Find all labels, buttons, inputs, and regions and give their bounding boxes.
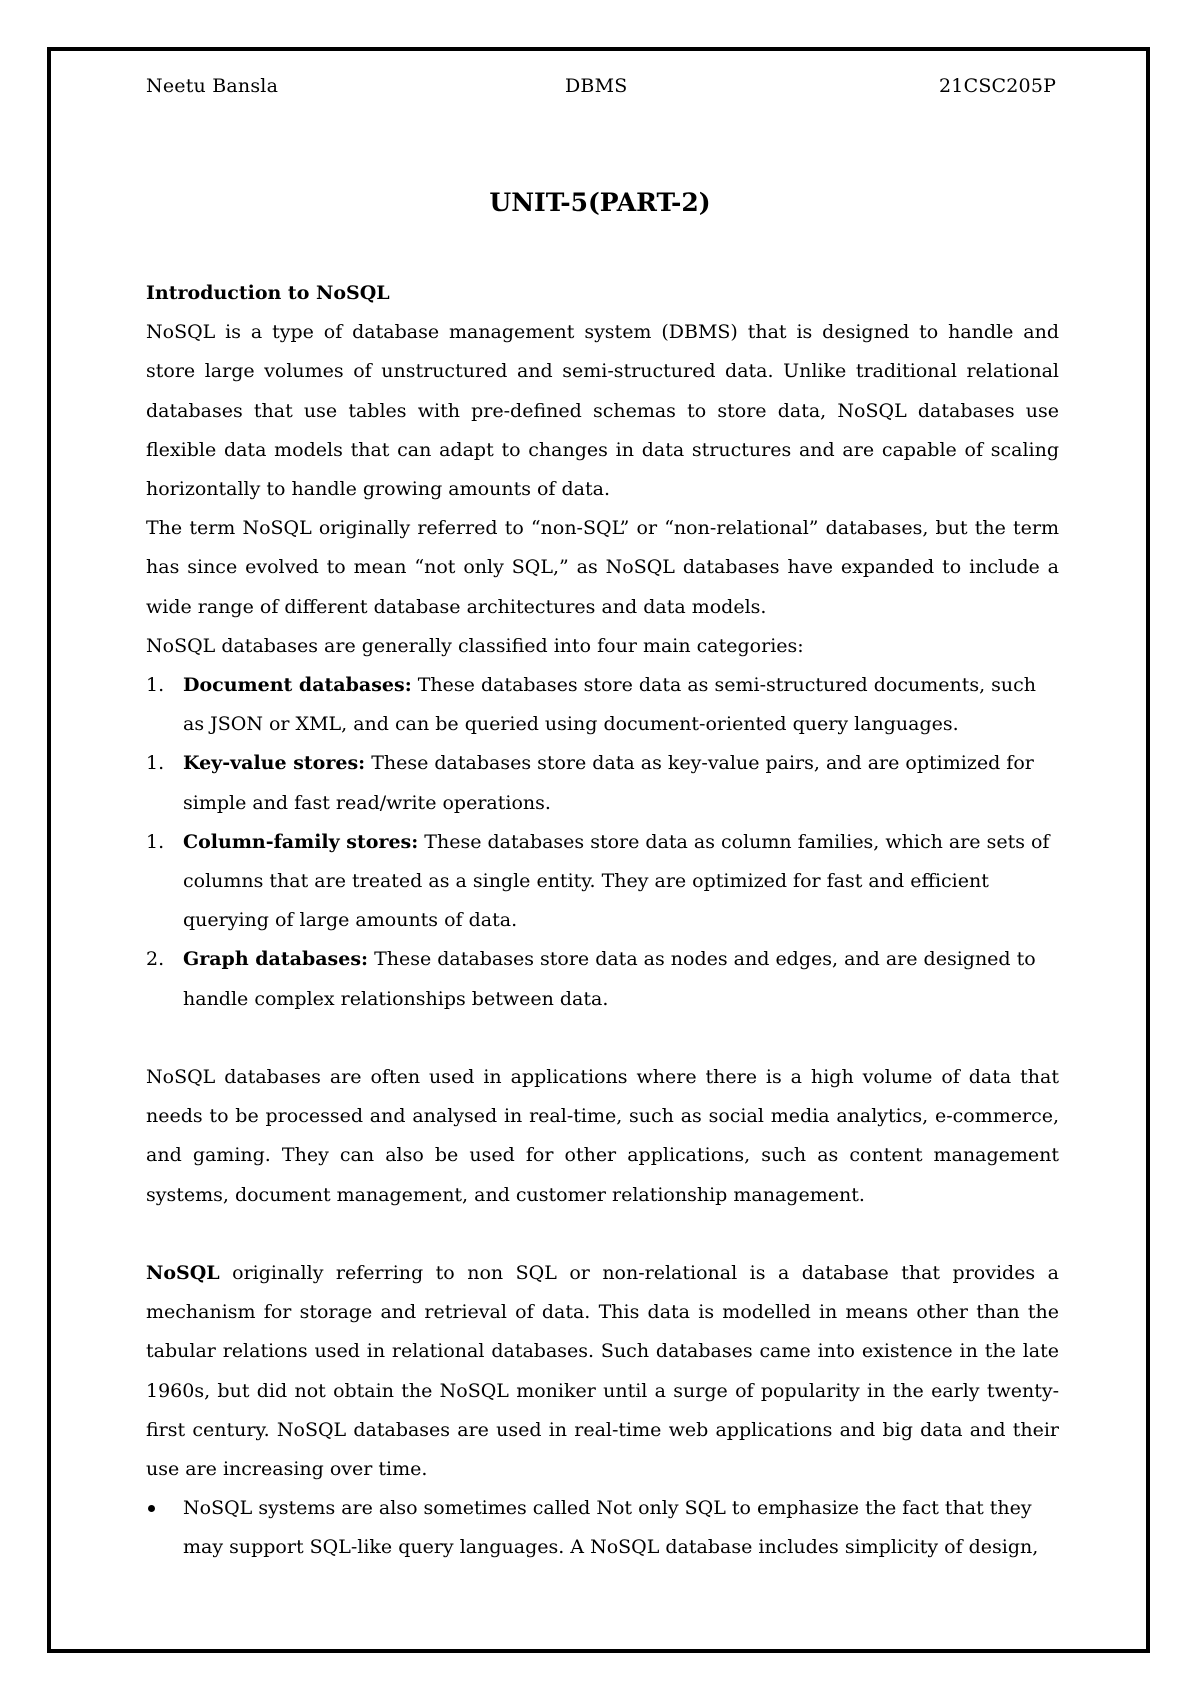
- bullet-item: [146, 1489, 1059, 1567]
- category-list: [146, 666, 1059, 1019]
- spacer: [146, 1019, 1059, 1058]
- header-subject: DBMS: [565, 75, 628, 97]
- category-name: Graph databases:: [183, 948, 369, 971]
- list-number: 2.: [146, 948, 165, 971]
- list-item: [146, 744, 1059, 822]
- category-name: Key-value stores:: [183, 752, 366, 775]
- spacer: [146, 1215, 1059, 1254]
- category-text: These databases store data as column families, which are sets of columns that are treated as a single entity. They are optimized for fast and efficient querying of large amounts of data.: [183, 830, 1050, 932]
- list-number: 1.: [146, 752, 165, 775]
- bullet-icon: [148, 1505, 155, 1512]
- paragraph-term: The term NoSQL originally referred to “non-SQL” or “non-relational” databases, but the term has since evolved to mean “not only SQL,” as NoSQL databases have expanded to include a wide range of different database architectures and data models.: [146, 517, 1059, 618]
- category-text: These databases store data as nodes and edges, and are designed to handle complex relationships between data.: [183, 948, 1036, 1010]
- list-item: [146, 666, 1059, 744]
- nosql-term: NoSQL: [146, 1262, 220, 1285]
- category-name: Column-family stores:: [183, 830, 419, 853]
- paragraph-nosql-definition: [146, 1254, 1059, 1489]
- document-body: [146, 274, 1059, 1568]
- category-text: These databases store data as key-value pairs, and are optimized for simple and fast read/write operations.: [183, 752, 1034, 814]
- category-name: Document databases:: [183, 674, 412, 697]
- category-text: These databases store data as semi-structured documents, such as JSON or XML, and can be queried using document-oriented query languages.: [183, 674, 1037, 736]
- paragraph-intro: NoSQL is a type of database management system (DBMS) that is designed to handle and store large volumes of unstructured and semi-structured data. Unlike traditional relational databases that use tables with pre-defined schemas to store data, NoSQL databases use flexible data models that can adapt to changes in data structures and are capable of scaling horizontally to handle growing amounts of data.: [146, 321, 1059, 501]
- definition-text: originally referring to non SQL or non-relational is a database that provides a mechanism for storage and retrieval of data. This data is modelled in means other than the tabular relations used in relational databases. Such databases came into existence in the late 1960s, but did not obtain the NoSQL moniker until a surge of popularity in the early twenty-first century. NoSQL databases are used in real-time web applications and big data and their use are increasing over time.: [146, 1262, 1059, 1481]
- bullet-list: [146, 1489, 1059, 1567]
- list-item: [146, 823, 1059, 941]
- paragraph-categories-intro: NoSQL databases are generally classified into four main categories:: [146, 634, 804, 657]
- list-item: [146, 940, 1059, 1018]
- bullet-text: NoSQL systems are also sometimes called Not only SQL to emphasize the fact that they may support SQL-like query languages. A NoSQL database includes simplicity of design,: [183, 1497, 1039, 1559]
- paragraph-usage: NoSQL databases are often used in applications where there is a high volume of data that needs to be processed and analysed in real-time, such as social media analytics, e-commerce, and gaming. They can also be used for other applications, such as content management systems, document management, and customer relationship management.: [146, 1066, 1059, 1206]
- header-course-code: 21CSC205P: [939, 75, 1057, 97]
- list-number: 1.: [146, 674, 165, 697]
- section-heading: Introduction to NoSQL: [146, 282, 390, 304]
- page-title: UNIT-5(PART-2): [489, 188, 711, 217]
- list-number: 1.: [146, 830, 165, 853]
- header-author: Neetu Bansla: [146, 75, 279, 97]
